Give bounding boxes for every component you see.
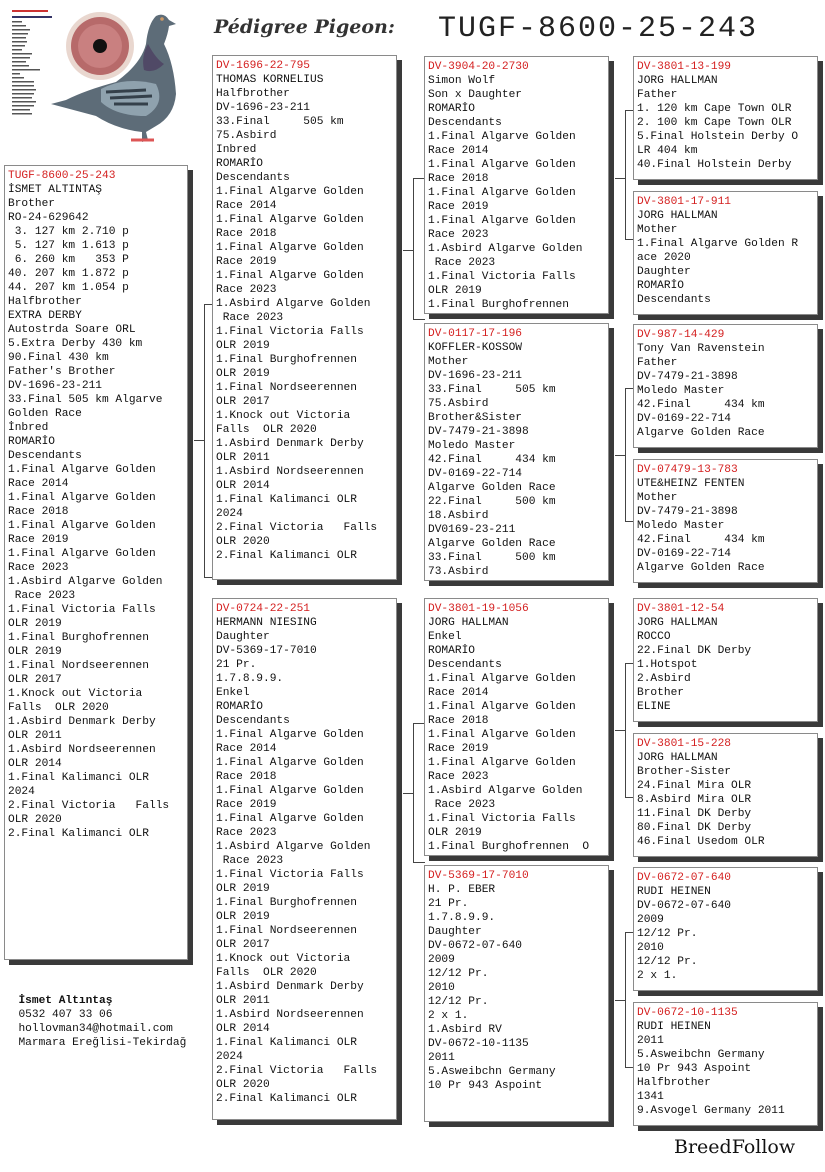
pigeon-card-father[interactable] [212,55,397,580]
card-line: RUDI HEINEN [637,886,711,898]
card-line: Race 2014 [216,743,277,755]
card-line: 1.Final Algarve Golden [8,548,156,560]
card-line: 44. 207 km 1.054 p [8,282,129,294]
card-line: 5.Asweibchn Germany [428,1066,556,1078]
card-line: H. P. EBER [428,884,496,896]
pigeon-card-mm[interactable] [424,865,609,1122]
pedigree-ring-number: TUGF-8600-25-243 [438,12,759,46]
card-line: 40. 207 km 1.872 p [8,268,129,280]
card-line: OLR 2011 [216,995,270,1007]
card-line: 2024 [216,508,243,520]
card-line: DV-0169-22-714 [428,468,522,480]
card-line: 1.Final Algarve Golden [8,520,156,532]
ring-number: DV-5369-17-7010 [428,870,529,882]
card-line: Descendants [428,117,502,129]
ring-number: DV-0117-17-196 [428,328,522,340]
card-line: Mother [428,356,469,368]
card-line: OLR 2019 [8,618,62,630]
card-line: 18.Asbird [428,510,489,522]
pigeon-card-mother[interactable] [212,598,397,1120]
card-line: Race 2023 [216,827,277,839]
card-line: Algarve Golden Race [428,538,556,550]
card-line: 5.Extra Derby 430 km [8,338,143,350]
card-line: OLR 2011 [8,730,62,742]
card-line: 1.Final Algarve Golden [428,215,576,227]
card-line: 9.Asvogel Germany 2011 [637,1105,785,1117]
card-line: Falls OLR 2020 [216,424,317,436]
card-line: Moledo Master [428,440,516,452]
stub-ff [615,178,625,179]
pigeon-card-fmm[interactable] [633,459,818,583]
card-line: Tony Van Ravenstein [637,343,765,355]
card-line: DV-0169-22-714 [637,548,731,560]
card-line: DV-7479-21-3898 [637,506,738,518]
card-line: Inbred [216,144,257,156]
card-line: 1.Asbird Denmark Derby [216,438,364,450]
card-line: 1.Asbird RV [428,1024,502,1036]
card-line: 42.Final 434 km [428,454,556,466]
card-line: Autostrda Soare ORL [8,324,136,336]
card-line: DV-0672-07-640 [637,900,731,912]
pigeon-card-mff[interactable] [633,598,818,722]
card-line: Halfbrother [216,88,290,100]
ring-number: DV-3801-19-1056 [428,603,529,615]
pedigree-label: Pédigree Pigeon: [214,16,395,38]
card-line: Race 2018 [8,506,69,518]
ring-number: DV-3801-12-54 [637,603,725,615]
card-line: 12/12 Pr. [637,956,698,968]
card-line: 2011 [637,1035,664,1047]
ring-number: DV-0672-10-1135 [637,1007,738,1019]
card-line: 1341 [637,1091,664,1103]
card-line: ROMARİO [216,158,263,170]
card-line: 2.Final Kalimanci OLR [8,828,149,840]
card-line: DV-1696-23-211 [8,380,102,392]
card-line: 1.Final Victoria Falls [428,813,576,825]
card-line: DV-7479-21-3898 [637,371,738,383]
card-line: JORG HALLMAN [637,617,718,629]
pigeon-card-fmf[interactable] [633,324,818,448]
card-line: DV-0672-10-1135 [428,1038,529,1050]
card-line: 1.Final Algarve Golden [428,757,576,769]
owner-email[interactable]: hollovman34@hotmail.com [18,1023,173,1035]
card-line: DV-0169-22-714 [637,413,731,425]
card-line: OLR 2017 [216,396,270,408]
card-line: OLR 2017 [216,939,270,951]
card-line: 1.Asbird Algarve Golden [216,298,371,310]
card-line: 1.Asbird Denmark Derby [8,716,156,728]
pigeon-card-mmm[interactable] [633,1002,818,1126]
card-line: Father [637,89,678,101]
card-line: 2.Final Victoria Falls [216,1065,378,1077]
card-line: 2024 [8,786,35,798]
card-line: 5.Final Holstein Derby O [637,131,799,143]
card-line: 1.Final Algarve Golden [216,214,364,226]
stub-mf [615,730,625,731]
card-line: JORG HALLMAN [637,75,718,87]
card-line: Race 2014 [428,145,489,157]
card-line: DV-1696-23-211 [428,370,522,382]
card-line: Moledo Master [637,520,725,532]
card-line: 42.Final 434 km [637,399,765,411]
card-line: Algarve Golden Race [637,427,765,439]
card-line: 2.Final Kalimanci OLR [216,1093,357,1105]
card-line: Race 2018 [216,228,277,240]
card-line: 1.Final Algarve Golden [216,186,364,198]
card-line: 1.Final Victoria Falls [216,326,364,338]
card-line: 1.Final Burghofrennen [216,897,357,909]
card-line: Descendants [8,450,82,462]
card-line: Golden Race [8,408,82,420]
card-line: 1.Final Algarve Golden [428,187,576,199]
card-line: Algarve Golden Race [428,482,556,494]
card-line: Race 2014 [428,687,489,699]
card-line: OLR 2020 [8,814,62,826]
owner-location: Marmara Ereğlisi-Tekirdağ [18,1037,187,1049]
pigeon-card-mf[interactable] [424,598,609,856]
card-line: OLR 2011 [216,452,270,464]
card-line: RO-24-629642 [8,212,89,224]
card-line: ROCCO [637,631,671,643]
card-line: 1.Asbird Algarve Golden [216,841,371,853]
pigeon-image [6,4,196,154]
card-line: Race 2019 [428,201,489,213]
card-line: OLR 2019 [428,827,482,839]
owner-name: İsmet Altıntaş [18,995,113,1007]
card-line: 2. 100 km Cape Town OLR [637,117,792,129]
card-line: 24.Final Mira OLR [637,780,752,792]
card-line: 2009 [428,954,455,966]
card-line: 2 x 1. [428,1010,469,1022]
ring-number: DV-1696-22-795 [216,60,310,72]
card-line: Race 2014 [216,200,277,212]
card-line: DV-0672-07-640 [428,940,522,952]
card-line: EXTRA DERBY [8,310,82,322]
stub-mother [403,793,413,794]
card-line: 1.Final Algarve Golden [216,270,364,282]
card-line: RUDI HEINEN [637,1021,711,1033]
card-line: 1.Asbird Algarve Golden [428,785,583,797]
card-line: DV0169-23-211 [428,524,516,536]
card-line: OLR 2020 [216,536,270,548]
card-line: 1.Final Algarve Golden R [637,238,799,250]
card-line: Race 2023 [216,284,277,296]
card-line: OLR 2019 [216,340,270,352]
card-line: Race 2023 [428,229,489,241]
owner-info [5,980,186,1050]
brand-logo-text: BreedFollow [674,1136,796,1158]
card-line: DV-7479-21-3898 [428,426,529,438]
pigeon-card-fm[interactable] [424,323,609,581]
card-line: DV-5369-17-7010 [216,645,317,657]
card-line: JORG HALLMAN [637,752,718,764]
card-line: Daughter [637,266,691,278]
card-line: 1.Final Algarve Golden [428,131,576,143]
card-line: 33.Final 505 km Algarve [8,394,163,406]
card-line: İnbred [8,422,49,434]
pigeon-card-ffm[interactable] [633,191,818,315]
card-line: 1.Asbird Denmark Derby [216,981,364,993]
card-line: Race 2023 [8,590,76,602]
card-line: ace 2020 [637,252,691,264]
card-line: 1.Final Algarve Golden [8,464,156,476]
ring-number: TUGF-8600-25-243 [8,170,116,182]
card-line: Brother&Sister [428,412,522,424]
ring-number: DV-987-14-429 [637,329,725,341]
card-line: 1.Final Algarve Golden [428,159,576,171]
card-line: 22.Final DK Derby [637,645,752,657]
card-line: Father [637,357,678,369]
card-line: 42.Final 434 km [637,534,765,546]
card-line: Mother [637,224,678,236]
ring-number: DV-3904-20-2730 [428,61,529,73]
card-line: 1.Final Algarve Golden [216,729,364,741]
ring-number: DV-07479-13-783 [637,464,738,476]
card-line: 75.Asbird [428,398,489,410]
card-line: DV-1696-23-211 [216,102,310,114]
card-line: Father's Brother [8,366,116,378]
card-line: OLR 2019 [216,911,270,923]
card-line: ROMARİO [428,645,475,657]
card-line: OLR 2014 [216,480,270,492]
card-line: Brother [8,198,55,210]
card-line: Race 2019 [216,256,277,268]
stub-mm [615,1000,625,1001]
card-line: 1.Asbird Nordseerennen [216,466,364,478]
owner-phone: 0532 407 33 06 [18,1009,113,1021]
card-line: 2010 [637,942,664,954]
card-line: 1.Final Burghofrennen O [428,841,590,853]
card-line: Race 2019 [216,799,277,811]
card-line: 12/12 Pr. [637,928,698,940]
card-line: Race 2023 [428,257,496,269]
pigeon-card-mfm[interactable] [633,733,818,857]
card-line: Brother-Sister [637,766,731,778]
card-line: 5.Asweibchn Germany [637,1049,765,1061]
card-line: 1.Final Algarve Golden [216,757,364,769]
card-line: ROMARİO [216,701,263,713]
card-line: 1.Final Nordseerennen [8,660,149,672]
card-line: ROMARİO [8,436,55,448]
card-line: OLR 2014 [216,1023,270,1035]
card-line: 2009 [637,914,664,926]
card-line: HERMANN NIESING [216,617,317,629]
card-line: ROMARİO [637,280,684,292]
card-line: Moledo Master [637,385,725,397]
card-line: 2 x 1. [637,970,678,982]
card-line: 1.Knock out Victoria [216,953,351,965]
card-line: Falls OLR 2020 [8,702,109,714]
card-line: OLR 2019 [428,285,482,297]
card-line: Halfbrother [8,296,82,308]
card-line: 1.Final Algarve Golden [216,242,364,254]
card-line: 2.Asbird [637,673,691,685]
card-line: Race 2018 [216,771,277,783]
card-line: JORG HALLMAN [637,210,718,222]
card-line: 3. 127 km 2.710 p [8,226,129,238]
pigeon-card-mmf[interactable] [633,867,818,991]
card-line: 12/12 Pr. [428,996,489,1008]
card-line: 2.Final Victoria Falls [216,522,378,534]
card-line: 1.Final Burghofrennen [216,354,357,366]
card-line: 11.Final DK Derby [637,808,752,820]
card-line: Falls OLR 2020 [216,967,317,979]
card-line: 6. 260 km 353 P [8,254,129,266]
card-line: 1.Final Algarve Golden [428,701,576,713]
card-line: 1.Final Victoria Falls [8,604,156,616]
card-line: Race 2019 [428,743,489,755]
card-line: İSMET ALTINTAŞ [8,184,102,196]
card-line: 1.Asbird Nordseerennen [216,1009,364,1021]
stub-father [403,250,413,251]
card-line: 1.Asbird Nordseerennen [8,744,156,756]
card-line: 1.Asbird Algarve Golden [428,243,583,255]
card-line: 1.Hotspot [637,659,698,671]
card-line: ELINE [637,701,671,713]
card-line: 40.Final Holstein Derby [637,159,792,171]
card-line: 1.Final Kalimanci OLR [8,772,149,784]
card-line: 1.Final Burghofrennen [428,299,569,311]
card-line: 1.Asbird Algarve Golden [8,576,163,588]
stub-subject [194,440,204,441]
card-line: OLR 2020 [216,1079,270,1091]
ring-number: DV-3801-15-228 [637,738,731,750]
card-line: 2010 [428,982,455,994]
card-line: Descendants [216,715,290,727]
card-line: 1.Final Victoria Falls [428,271,576,283]
ring-number: DV-3801-13-199 [637,61,731,73]
card-line: 80.Final DK Derby [637,822,752,834]
card-line: 1.Final Burghofrennen [8,632,149,644]
card-line: 10 Pr 943 Aspoint [428,1080,543,1092]
card-line: OLR 2017 [8,674,62,686]
card-line: LR 404 km [637,145,698,157]
card-line: Mother [637,492,678,504]
card-line: Race 2023 [216,855,284,867]
card-line: Race 2023 [216,312,284,324]
card-line: Enkel [428,631,462,643]
card-line: Race 2023 [428,799,496,811]
card-line: Enkel [216,687,250,699]
card-line: Race 2023 [428,771,489,783]
card-line: Son x Daughter [428,89,522,101]
card-line: 2.Final Kalimanci OLR [216,550,357,562]
card-line: 1.Final Nordseerennen [216,925,357,937]
card-line: Race 2018 [428,173,489,185]
card-line: 1.Final Algarve Golden [8,492,156,504]
card-line: 1.Final Algarve Golden [428,729,576,741]
card-line: Descendants [216,172,290,184]
card-line: Brother [637,687,684,699]
card-line: 33.Final 500 km [428,552,556,564]
card-line: Descendants [637,294,711,306]
card-line: 5. 127 km 1.613 p [8,240,129,252]
ring-number: DV-0724-22-251 [216,603,310,615]
card-line: OLR 2019 [216,368,270,380]
card-line: Halfbrother [637,1077,711,1089]
pigeon-card-subject[interactable] [4,165,188,960]
card-line: 1.Knock out Victoria [216,410,351,422]
card-line: 1.Final Victoria Falls [216,869,364,881]
card-line: 21 Pr. [216,659,257,671]
card-line: Algarve Golden Race [637,562,765,574]
card-line: 46.Final Usedom OLR [637,836,765,848]
card-line: 1.Final Nordseerennen [216,382,357,394]
card-line: Race 2014 [8,478,69,490]
card-line: 12/12 Pr. [428,968,489,980]
card-line: 1.7.8.9.9. [428,912,496,924]
card-line: 2024 [216,1051,243,1063]
card-line: 90.Final 430 km [8,352,109,364]
card-line: 1. 120 km Cape Town OLR [637,103,792,115]
card-line: Descendants [428,659,502,671]
card-line: 22.Final 500 km [428,496,556,508]
card-line: UTE&HEINZ FENTEN [637,478,745,490]
card-line: 1.Final Kalimanci OLR [216,1037,357,1049]
card-line: 73.Asbird [428,566,489,578]
card-line: ROMARİO [428,103,475,115]
card-line: THOMAS KORNELIUS [216,74,324,86]
card-line: OLR 2014 [8,758,62,770]
pigeon-photo [6,4,196,154]
card-line: 1.Knock out Victoria [8,688,143,700]
ring-number: DV-3801-17-911 [637,196,731,208]
card-line: Simon Wolf [428,75,496,87]
card-line: Daughter [428,926,482,938]
card-line: 1.Final Algarve Golden [216,785,364,797]
card-line: OLR 2019 [216,883,270,895]
card-line: 33.Final 505 km [216,116,344,128]
card-line: 2.Final Victoria Falls [8,800,170,812]
card-line: Daughter [216,631,270,643]
card-line: 75.Asbird [216,130,277,142]
stub-fm [615,455,625,456]
card-line: 8.Asbird Mira OLR [637,794,752,806]
card-line: 1.7.8.9.9. [216,673,284,685]
card-line: Race 2023 [8,562,69,574]
card-line: OLR 2019 [8,646,62,658]
card-line: KOFFLER-KOSSOW [428,342,522,354]
card-line: 21 Pr. [428,898,469,910]
card-line: Race 2018 [428,715,489,727]
card-line: 2011 [428,1052,455,1064]
ring-number: DV-0672-07-640 [637,872,731,884]
card-line: 33.Final 505 km [428,384,556,396]
card-line: 10 Pr 943 Aspoint [637,1063,752,1075]
pigeon-card-fff[interactable] [633,56,818,180]
card-line: 1.Final Algarve Golden [428,673,576,685]
card-line: 1.Final Kalimanci OLR [216,494,357,506]
card-line: 1.Final Algarve Golden [216,813,364,825]
card-line: JORG HALLMAN [428,617,509,629]
pigeon-card-ff[interactable] [424,56,609,314]
card-line: Race 2019 [8,534,69,546]
